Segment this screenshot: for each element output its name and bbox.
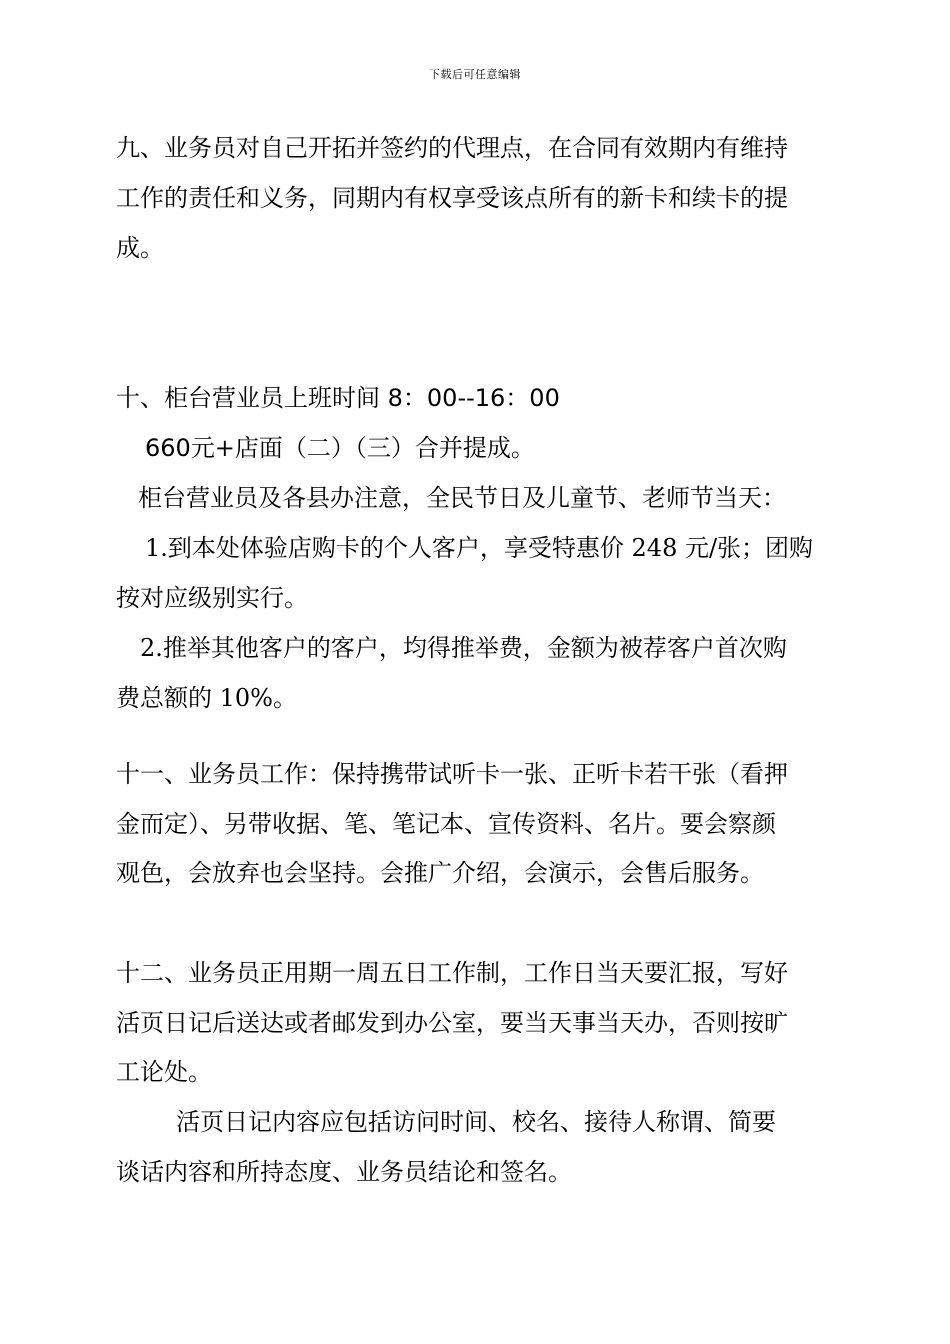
holiday-notice: 柜台营业员及各县办注意，全民节日及儿童节、老师节当天： — [138, 484, 786, 512]
section-11-line-2: 金而定）、另带收据、笔、笔记本、宣传资料、名片。要会察颜 — [116, 810, 776, 838]
item-1-line-2: 按对应级别实行。 — [116, 584, 308, 612]
item-1-line-1: 1.到本处体验店购卡的个人客户，享受特惠价 248 元/张；团购 — [145, 534, 814, 562]
section-12-line-1: 十二、业务员正用期一周五日工作制，工作日当天要汇报，写好 — [116, 959, 788, 987]
salary-amount: 660 — [145, 434, 191, 462]
item-2-line-2: 费总额的 10%。 — [116, 684, 297, 712]
section-10-title — [116, 383, 560, 413]
section-11-line-1: 十一、业务员工作：保持携带试听卡一张、正听卡若干张（看押 — [116, 760, 788, 788]
section-12-line-2: 活页日记后送达或者邮发到办公室，要当天事当天办，否则按旷 — [116, 1009, 788, 1037]
salary-line — [145, 433, 535, 463]
salary-description: 元+店面（二）（三）合并提成。 — [190, 434, 535, 462]
item-2-line-1: 2.推举其他客户的客户，均得推举费，金额为被荐客户首次购 — [140, 634, 787, 662]
section-9-line-2: 工作的责任和义务，同期内有权享受该点所有的新卡和续卡的提 — [116, 184, 788, 212]
section-10-title-text: 十、柜台营业员上班时间 — [116, 384, 388, 412]
section-9-line-3: 成。 — [116, 234, 164, 262]
journal-content-line-1: 活页日记内容应包括访问时间、校名、接待人称谓、简要 — [176, 1108, 776, 1136]
work-hours: 8：00--16：00 — [387, 384, 560, 412]
section-11-line-3: 观色，会放弃也会坚持。会推广介绍，会演示，会售后服务。 — [116, 859, 764, 887]
section-9-line-1: 九、业务员对自己开拓并签约的代理点，在合同有效期内有维持 — [116, 134, 788, 162]
section-12-line-3: 工论处。 — [116, 1058, 212, 1086]
page-header-note: 下载后可任意编辑 — [429, 68, 521, 81]
journal-content-line-2: 谈话内容和所持态度、业务员结论和签名。 — [116, 1158, 572, 1186]
